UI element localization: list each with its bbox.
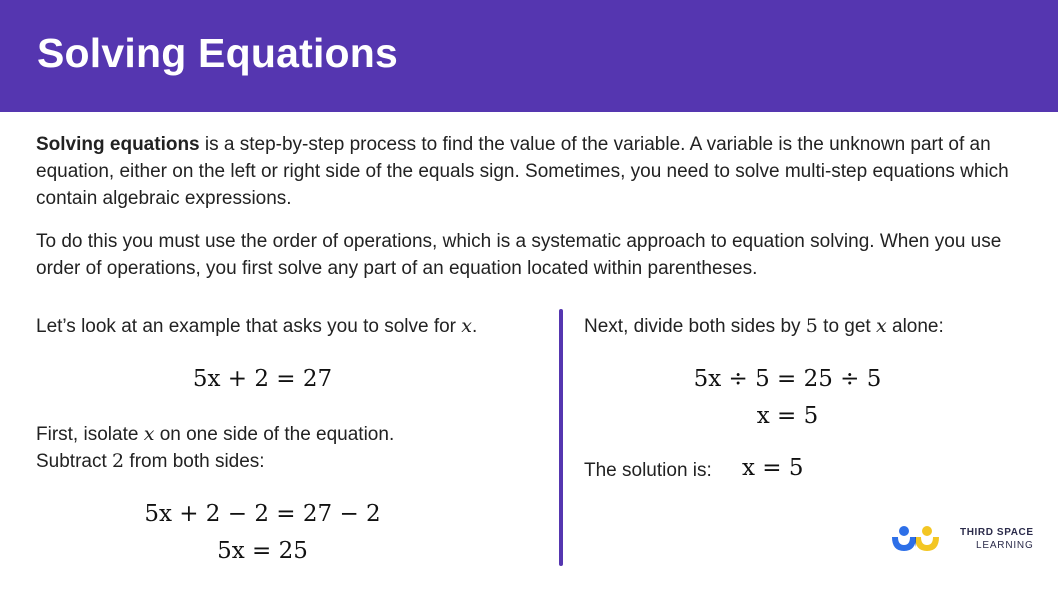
step1-line2-text-a: Subtract (36, 451, 113, 472)
column-divider (559, 309, 563, 566)
equation-step1-line1: 5x + 2 − 2 = 27 − 2 (144, 501, 381, 527)
step2-text-b: to get (817, 316, 876, 337)
example-intro-end: . (472, 316, 478, 337)
intro-paragraph-1-text: is a step-by-step process to find the value of the variable. A variable is the unknown part of an equation, either on the left or right side of the equals sign. Sometimes, you need to solve multi-step equations which contain algebraic expressions. (36, 134, 1009, 209)
intro-paragraph-1 (36, 131, 1031, 212)
step1-text-b: on one side of the equation. (154, 424, 395, 445)
example-intro-line (36, 313, 477, 340)
step2-number: 5 (805, 315, 818, 337)
logo-text-line1: THIRD SPACE (960, 527, 1034, 538)
page-title: Solving Equations (37, 30, 399, 76)
step1-variable: x (143, 423, 155, 445)
step2-line (584, 313, 944, 340)
header-banner (0, 0, 1058, 112)
logo-text-line2: LEARNING (976, 540, 1034, 551)
solution-label: The solution is: (584, 460, 712, 481)
equation-original: 5x + 2 = 27 (192, 366, 333, 392)
intro-bold-lead: Solving equations (36, 134, 200, 155)
step2-text-c: alone: (886, 316, 944, 337)
example-intro-text: Let’s look at an example that asks you to solve for (36, 316, 462, 337)
step1-line1 (36, 421, 394, 448)
intro-paragraph-2: To do this you must use the order of operations, which is a systematic approach to equation solving. When you use order of operations, you first solve any part of an equation located within parentheses. (36, 231, 1002, 279)
step2-variable: x (876, 315, 887, 337)
step1-line2-text-b: from both sides: (124, 451, 265, 472)
step1-line2 (36, 448, 265, 475)
equation-step2-line1: 5x ÷ 5 = 25 ÷ 5 (693, 366, 882, 392)
solution-equation: x = 5 (742, 455, 804, 481)
equation-step1-line2: 5x = 25 (217, 538, 308, 564)
step2-text-a: Next, divide both sides by (584, 316, 806, 337)
example-variable: x (461, 315, 472, 337)
step1-text-a: First, isolate (36, 424, 144, 445)
equation-step2-line2: x = 5 (756, 403, 819, 429)
step1-number: 2 (112, 450, 125, 472)
